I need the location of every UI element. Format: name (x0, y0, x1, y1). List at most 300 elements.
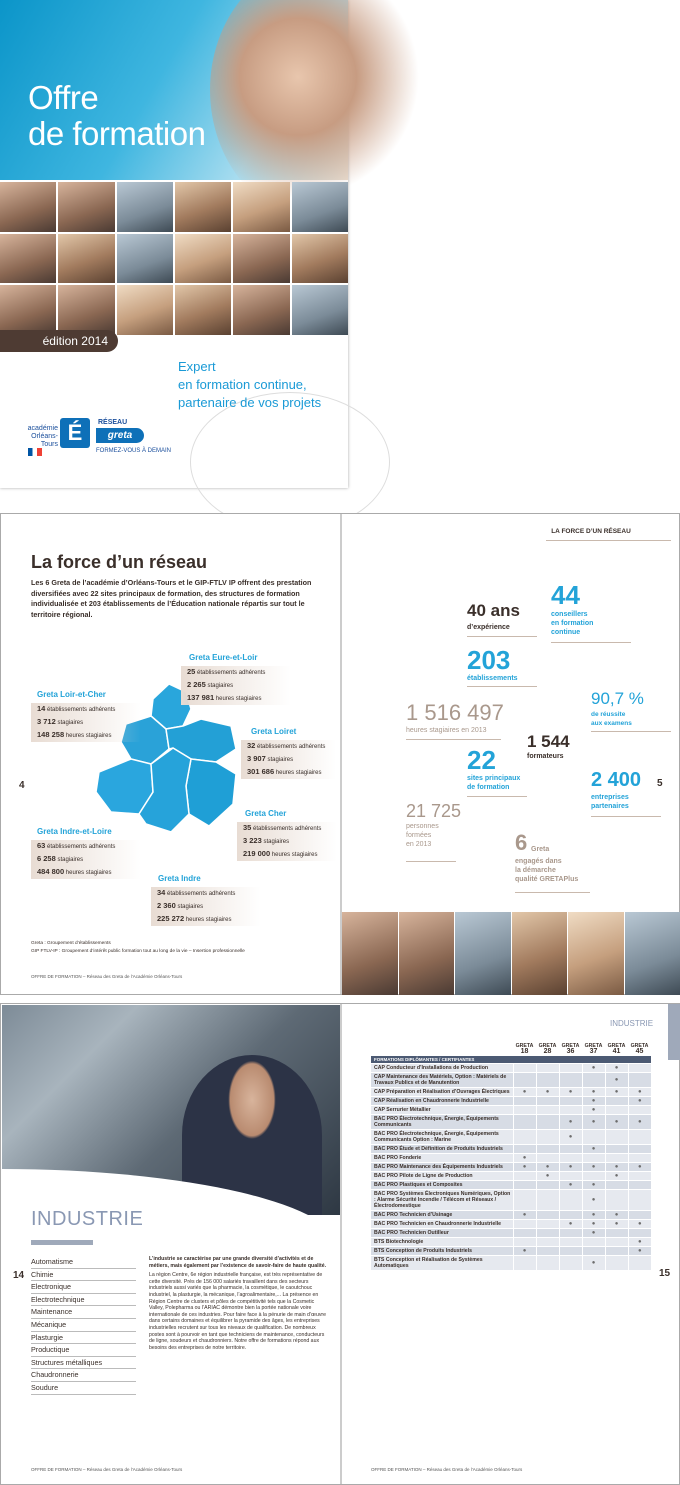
stat-reussite-label: de réussite aux examens (591, 711, 632, 727)
empty-cell (513, 1145, 536, 1154)
cover-title-line: Offre (28, 79, 99, 116)
table-row (371, 1154, 651, 1163)
title-bar (31, 1240, 93, 1245)
greta-stats (31, 703, 141, 742)
stat-line: 25 établissements adhérents (187, 667, 266, 676)
empty-cell (536, 1130, 559, 1145)
availability-dot-icon: ● (513, 1088, 536, 1097)
availability-dot-icon: ● (536, 1172, 559, 1181)
empty-cell (559, 1238, 582, 1247)
stat-sites: 22 (467, 745, 496, 775)
empty-cell (605, 1145, 628, 1154)
empty-cell (559, 1256, 582, 1271)
tagline-line: en formation continue, (178, 377, 307, 392)
availability-dot-icon: ● (513, 1163, 536, 1172)
table-row (371, 1256, 651, 1271)
table-row (371, 1130, 651, 1145)
table-row (371, 1220, 651, 1229)
training-name: BTS Conception et Réalisation de Systèmes Automatiques (371, 1256, 513, 1271)
availability-dot-icon: ● (582, 1097, 605, 1106)
page-footer: OFFRE DE FORMATION – Réseau des Greta de l’Académie Orléans-Tours (31, 974, 183, 979)
greta-name: Greta Cher (245, 809, 287, 818)
footnotes (31, 940, 245, 956)
empty-cell (628, 1145, 651, 1154)
photo-portrait (117, 234, 173, 284)
body-paragraph: La région Centre, 6e région industrielle française, est très représentative de cette diversité. Près de 156 000 salariés travaillent dans des secteurs industriels aussi variés que la pharmacie, la cosmétique, le caoutchouc industriel, la plasturgie, la mécanique, l’agroalimentaire,... La présence en Région Centre de clusters et pôles de compétitivité tels que la Cosmetic Valley, Polepharma ou l’ARIAC démontre bien la portée nationale voire internationale de ces industries. Pour faire face à la pénurie de main d’œuvre dans certains domaines et équilibrer la pyramide des âges, les entreprises industrielles recrutent sur tous les niveaux de qualification. De nombreux postes sont à pourvoir en tant que techniciens de maintenance, conducteurs de ligne, soudeurs et chaudronniers. Notre offre de formations répond aux besoins des entreprises de notre territoire. (149, 1272, 327, 1351)
photo-portrait (292, 285, 348, 335)
availability-dot-icon: ● (628, 1115, 651, 1130)
empty-cell (628, 1181, 651, 1190)
academie-label: académie (27, 425, 58, 432)
stat-conseillers: 44 (551, 580, 580, 610)
table-row (371, 1115, 651, 1130)
page-number: 4 (19, 780, 25, 791)
empty-cell (536, 1106, 559, 1115)
empty-cell (559, 1097, 582, 1106)
photo-portrait (58, 285, 114, 335)
empty-cell (628, 1211, 651, 1220)
map-cher (186, 759, 236, 826)
availability-dot-icon: ● (513, 1211, 536, 1220)
empty-cell (513, 1097, 536, 1106)
availability-dot-icon: ● (582, 1220, 605, 1229)
section-title: INDUSTRIE (31, 1208, 144, 1230)
empty-cell (536, 1190, 559, 1211)
availability-dot-icon: ● (628, 1220, 651, 1229)
availability-dot-icon: ● (582, 1145, 605, 1154)
stat-greta-label: engagés dans la démarche qualité GRETAPlus (515, 858, 579, 883)
photo-portrait (0, 285, 56, 335)
stat-formateurs-label: formateurs (527, 753, 564, 760)
empty-cell (582, 1154, 605, 1163)
page-footer: OFFRE DE FORMATION – Réseau des Greta de l’Académie Orléans-Tours (371, 1467, 523, 1472)
photo-portrait (175, 234, 231, 284)
photo-portrait (175, 285, 231, 335)
availability-dot-icon: ● (582, 1211, 605, 1220)
page-number: 14 (13, 1270, 25, 1281)
greta-col-header: GRETA 36 (561, 1043, 580, 1055)
stat-line: 219 000 heures stagiaires (243, 849, 318, 858)
availability-dot-icon: ● (582, 1163, 605, 1172)
stat-heures-label: heures stagiaires en 2013 (406, 727, 487, 734)
table-row (371, 1064, 651, 1073)
empty-cell (605, 1238, 628, 1247)
stat-rule (406, 739, 501, 740)
availability-dot-icon: ● (605, 1220, 628, 1229)
sector-item: Electronique (31, 1281, 136, 1294)
training-name: BTS Biotechnologie (371, 1238, 513, 1247)
table-head-row (371, 1042, 651, 1056)
table-row (371, 1106, 651, 1115)
empty-cell (536, 1145, 559, 1154)
photo-portrait (568, 912, 624, 995)
sector-item: Chimie (31, 1269, 136, 1282)
empty-cell (559, 1229, 582, 1238)
table-row (371, 1238, 651, 1247)
page-gutter (340, 1004, 342, 1484)
empty-cell (628, 1190, 651, 1211)
stat-conseillers-label: conseillers en formation continue (551, 611, 594, 636)
stat-ans-label: d’expérience (467, 624, 510, 631)
availability-dot-icon: ● (628, 1088, 651, 1097)
training-name: CAP Conducteur d’Installations de Production (371, 1064, 513, 1073)
empty-cell (513, 1073, 536, 1088)
availability-dot-icon: ● (605, 1088, 628, 1097)
empty-cell (605, 1097, 628, 1106)
greta-name: Greta Loiret (251, 727, 297, 736)
stat-sites-label: sites principaux de formation (467, 775, 521, 791)
greta-name: Greta Eure-et-Loir (189, 653, 258, 662)
greta-slogan: FORMEZ-VOUS À DEMAIN (96, 448, 172, 454)
brochure-cover (0, 0, 348, 488)
sector-list (31, 1256, 136, 1395)
availability-dot-icon: ● (513, 1154, 536, 1163)
empty-cell (605, 1154, 628, 1163)
empty-cell (605, 1181, 628, 1190)
empty-cell (559, 1211, 582, 1220)
stat-formateurs: 1 544 (527, 732, 570, 751)
table-body (371, 1056, 651, 1271)
sector-item: Automatisme (31, 1256, 136, 1269)
empty-cell (513, 1190, 536, 1211)
page-number: 5 (657, 778, 663, 789)
greta-name: Greta Indre-et-Loire (37, 827, 112, 836)
greta-name: Greta Indre (158, 874, 201, 883)
table-corner (371, 1042, 513, 1056)
french-flag-icon (28, 448, 42, 456)
photo-portrait (292, 234, 348, 284)
greta-stats (31, 840, 141, 879)
empty-cell (536, 1154, 559, 1163)
cover-photo-grid (0, 182, 348, 335)
photo-portrait (399, 912, 455, 995)
stat-rule (467, 686, 537, 687)
empty-cell (628, 1106, 651, 1115)
stat-rule (467, 796, 527, 797)
table-row (371, 1247, 651, 1256)
stat-etablissements-label: établissements (467, 675, 518, 682)
empty-cell (536, 1220, 559, 1229)
spread-force-reseau (0, 513, 680, 995)
empty-cell (582, 1238, 605, 1247)
availability-dot-icon: ● (536, 1163, 559, 1172)
photo-portrait (233, 182, 289, 232)
availability-dot-icon: ● (559, 1115, 582, 1130)
training-name: BAC PRO Pilote de Ligne de Production (371, 1172, 513, 1181)
greta-stats (181, 666, 291, 705)
availability-dot-icon: ● (605, 1172, 628, 1181)
page-footer: OFFRE DE FORMATION – Réseau des Greta de l’Académie Orléans-Tours (31, 1467, 183, 1472)
stat-entreprises: 2 400 (591, 769, 642, 791)
greta-col-header: GRETA 18 (515, 1043, 534, 1055)
availability-dot-icon: ● (605, 1073, 628, 1088)
empty-cell (605, 1190, 628, 1211)
table-row (371, 1181, 651, 1190)
section-header: INDUSTRIE (610, 1019, 654, 1028)
section-header: LA FORCE D’UN RÉSEAU (551, 528, 631, 535)
availability-dot-icon: ● (605, 1211, 628, 1220)
empty-cell (628, 1064, 651, 1073)
stat-etablissements: 203 (467, 645, 511, 675)
table-row (371, 1073, 651, 1088)
photo-portrait (292, 182, 348, 232)
section-body (149, 1256, 329, 1354)
availability-dot-icon: ● (559, 1220, 582, 1229)
stat-line: 6 258 stagiaires (37, 854, 84, 863)
empty-cell (605, 1229, 628, 1238)
photo-portrait (0, 234, 56, 284)
sector-item: Plasturgie (31, 1332, 136, 1345)
empty-cell (582, 1073, 605, 1088)
table-section-label: FORMATIONS DIPLÔMANTES / CERTIFIANTES (371, 1056, 651, 1064)
sector-item: Electrotechnique (31, 1294, 136, 1307)
empty-cell (513, 1064, 536, 1073)
footnote: GIP FTLV-IP : Groupement d’intérêt public formation tout au long de la vie – Insertion professionnelle (31, 949, 245, 954)
availability-dot-icon: ● (605, 1163, 628, 1172)
empty-cell (536, 1247, 559, 1256)
page-number: 15 (659, 1268, 671, 1279)
cover-title (28, 80, 205, 152)
stat-rule (406, 861, 456, 862)
table-row (371, 1190, 651, 1211)
photo-portrait (58, 182, 114, 232)
photo-portrait (233, 285, 289, 335)
stat-rule (515, 892, 590, 893)
stat-line: 63 établissements adhérents (37, 841, 116, 850)
table-row (371, 1088, 651, 1097)
stat-greta-unit: Greta (531, 846, 550, 853)
table-row (371, 1172, 651, 1181)
sector-item: Mécanique (31, 1319, 136, 1332)
spread-industrie (0, 1003, 680, 1485)
team-photo-strip (342, 912, 680, 995)
stat-greta: 6 (515, 830, 528, 855)
empty-cell (513, 1256, 536, 1271)
empty-cell (536, 1238, 559, 1247)
availability-dot-icon: ● (582, 1181, 605, 1190)
stat-line: 2 360 stagiaires (157, 901, 204, 910)
tagline-line: partenaire de vos projets (178, 395, 322, 410)
training-name: BAC PRO Étude et Définition de Produits Industriels (371, 1145, 513, 1154)
photo-portrait (175, 182, 231, 232)
greta-stats (241, 740, 336, 779)
empty-cell (536, 1073, 559, 1088)
academie-city: Orléans-Tours (31, 433, 58, 448)
cover-tagline (178, 358, 321, 412)
empty-cell (536, 1229, 559, 1238)
stat-entreprises-label: entreprises partenaires (591, 794, 629, 810)
empty-cell (513, 1130, 536, 1145)
empty-cell (628, 1154, 651, 1163)
footnote: Greta : Groupement d’établissements (31, 941, 111, 946)
availability-dot-icon: ● (582, 1229, 605, 1238)
empty-cell (559, 1190, 582, 1211)
stat-line: 137 981 heures stagiaires (187, 693, 262, 702)
empty-cell (628, 1229, 651, 1238)
photo-portrait (117, 285, 173, 335)
stat-rule (551, 642, 631, 643)
training-name: BAC PRO Maintenance des Équipements Industriels (371, 1163, 513, 1172)
stat-line: 148 258 heures stagiaires (37, 730, 112, 739)
training-name: BTS Conception de Produits Industriels (371, 1247, 513, 1256)
photo-portrait (233, 234, 289, 284)
stat-rule (467, 636, 537, 637)
training-name: BAC PRO Électrotechnique, Énergie, Équipements Communicants Option : Marine (371, 1130, 513, 1145)
availability-dot-icon: ● (582, 1256, 605, 1271)
availability-dot-icon: ● (628, 1163, 651, 1172)
photo-portrait (512, 912, 568, 995)
stat-line: 14 établissements adhérents (37, 704, 116, 713)
empty-cell (605, 1256, 628, 1271)
greta-stats (151, 887, 261, 926)
stat-ans: 40 ans (467, 601, 520, 620)
training-name: CAP Préparation et Réalisation d’Ouvrages Électriques (371, 1088, 513, 1097)
empty-cell (513, 1220, 536, 1229)
empty-cell (513, 1238, 536, 1247)
stat-line: 484 800 heures stagiaires (37, 867, 112, 876)
availability-dot-icon: ● (605, 1064, 628, 1073)
stat-line: 225 272 heures stagiaires (157, 914, 232, 923)
empty-cell (605, 1247, 628, 1256)
body-lead: L’industrie se caractérise par une grande diversité d’activités et de métiers, mais également par l’existence de savoir-faire de haute qualité. (149, 1256, 327, 1269)
training-name: CAP Serrurier Métallier (371, 1106, 513, 1115)
stat-line: 301 686 heures stagiaires (247, 767, 322, 776)
empty-cell (628, 1256, 651, 1271)
edition-badge: édition 2014 (0, 330, 118, 352)
table-row (371, 1097, 651, 1106)
photo-portrait (455, 912, 511, 995)
availability-dot-icon: ● (628, 1238, 651, 1247)
photo-portrait (0, 182, 56, 232)
greta-logo: greta (96, 428, 144, 443)
stat-rule (591, 816, 661, 817)
empty-cell (536, 1211, 559, 1220)
photo-portrait (625, 912, 680, 995)
sector-item: Soudure (31, 1382, 136, 1395)
table-row (371, 1211, 651, 1220)
empty-cell (559, 1154, 582, 1163)
table-section-row (371, 1056, 651, 1064)
stat-rule (591, 731, 671, 732)
section-tab (668, 1004, 680, 1060)
empty-cell (513, 1172, 536, 1181)
availability-dot-icon: ● (628, 1097, 651, 1106)
stat-personnes-label: personnes formées en 2013 (406, 823, 439, 848)
tagline-line: Expert (178, 359, 216, 374)
stat-personnes: 21 725 (406, 801, 462, 821)
availability-dot-icon: ● (536, 1088, 559, 1097)
training-name: CAP Maintenance des Matériels, Option : Matériels de Travaux Publics et de Manutention (371, 1073, 513, 1088)
empty-cell (559, 1064, 582, 1073)
availability-dot-icon: ● (559, 1130, 582, 1145)
stat-line: 35 établissements adhérents (243, 823, 322, 832)
greta-stats (237, 822, 337, 861)
header-rule (546, 540, 671, 541)
photo-portrait (58, 234, 114, 284)
empty-cell (513, 1115, 536, 1130)
availability-dot-icon: ● (582, 1088, 605, 1097)
empty-cell (605, 1130, 628, 1145)
empty-cell (513, 1229, 536, 1238)
empty-cell (536, 1115, 559, 1130)
greta-col-header: GRETA 45 (630, 1043, 649, 1055)
availability-dot-icon: ● (582, 1190, 605, 1211)
sector-item: Structures métalliques (31, 1357, 136, 1370)
sector-item: Chaudronnerie (31, 1369, 136, 1382)
sector-item: Maintenance (31, 1306, 136, 1319)
stat-line: 3 907 stagiaires (247, 754, 294, 763)
empty-cell (582, 1247, 605, 1256)
table-row (371, 1163, 651, 1172)
availability-dot-icon: ● (559, 1163, 582, 1172)
empty-cell (513, 1106, 536, 1115)
availability-dot-icon: ● (582, 1064, 605, 1073)
sector-item: Productique (31, 1344, 136, 1357)
availability-dot-icon: ● (559, 1181, 582, 1190)
empty-cell (559, 1172, 582, 1181)
table-row (371, 1229, 651, 1238)
empty-cell (605, 1106, 628, 1115)
page-title: La force d’un réseau (31, 552, 208, 572)
stat-line: 34 établissements adhérents (157, 888, 236, 897)
greta-col-header: GRETA 41 (607, 1043, 626, 1055)
greta-col-header: GRETA 28 (538, 1043, 557, 1055)
table-row (371, 1145, 651, 1154)
empty-cell (513, 1181, 536, 1190)
empty-cell (536, 1097, 559, 1106)
availability-dot-icon: ● (559, 1088, 582, 1097)
empty-cell (559, 1247, 582, 1256)
cover-title-line: de formation (28, 115, 206, 152)
stat-line: 32 établissements adhérents (247, 741, 326, 750)
stat-line: 3 223 stagiaires (243, 836, 290, 845)
training-name: BAC PRO Technicien en Chaudronnerie Industrielle (371, 1220, 513, 1229)
empty-cell (536, 1064, 559, 1073)
stat-reussite: 90,7 % (591, 689, 644, 708)
photo-portrait (117, 182, 173, 232)
empty-cell (628, 1073, 651, 1088)
reseau-label: RÉSEAU (98, 419, 128, 426)
training-table (371, 1042, 651, 1271)
training-name: BAC PRO Technicien d’Usinage (371, 1211, 513, 1220)
stat-line: 3 712 stagiaires (37, 717, 84, 726)
availability-dot-icon: ● (582, 1106, 605, 1115)
stat-heures: 1 516 497 (406, 700, 504, 725)
training-name: BAC PRO Plastiques et Composites (371, 1181, 513, 1190)
greta-col-header: GRETA 37 (584, 1043, 603, 1055)
greta-name: Greta Loir-et-Cher (37, 690, 106, 699)
stat-line: 2 265 stagiaires (187, 680, 234, 689)
empty-cell (536, 1181, 559, 1190)
availability-dot-icon: ● (513, 1247, 536, 1256)
empty-cell (559, 1145, 582, 1154)
empty-cell (559, 1073, 582, 1088)
empty-cell (628, 1130, 651, 1145)
intro-paragraph: Les 6 Greta de l’académie d’Orléans-Tours et le GIP-FTLV IP offrent des prestation diversifiées avec 22 sites principaux de formation, des structures de formation individualisée et 203 établissements de l’Éducation nationale répartis sur tout le territoire régional. (31, 578, 312, 619)
training-name: BAC PRO Fonderie (371, 1154, 513, 1163)
training-name: BAC PRO Électrotechnique, Énergie, Équipements Communicants (371, 1115, 513, 1130)
empty-cell (582, 1172, 605, 1181)
availability-dot-icon: ● (628, 1247, 651, 1256)
empty-cell (536, 1256, 559, 1271)
photo-portrait (342, 912, 398, 995)
academie-e-logo: É (60, 418, 90, 448)
availability-dot-icon: ● (605, 1115, 628, 1130)
training-name: BAC PRO Technicien Outilleur (371, 1229, 513, 1238)
training-name: BAC PRO Systèmes Électroniques Numériques, Option : Alarme Sécurité Incendie / Télécom et Réseaux / Électrodomestique (371, 1190, 513, 1211)
empty-cell (582, 1130, 605, 1145)
training-name: CAP Réalisation en Chaudronnerie Industrielle (371, 1097, 513, 1106)
